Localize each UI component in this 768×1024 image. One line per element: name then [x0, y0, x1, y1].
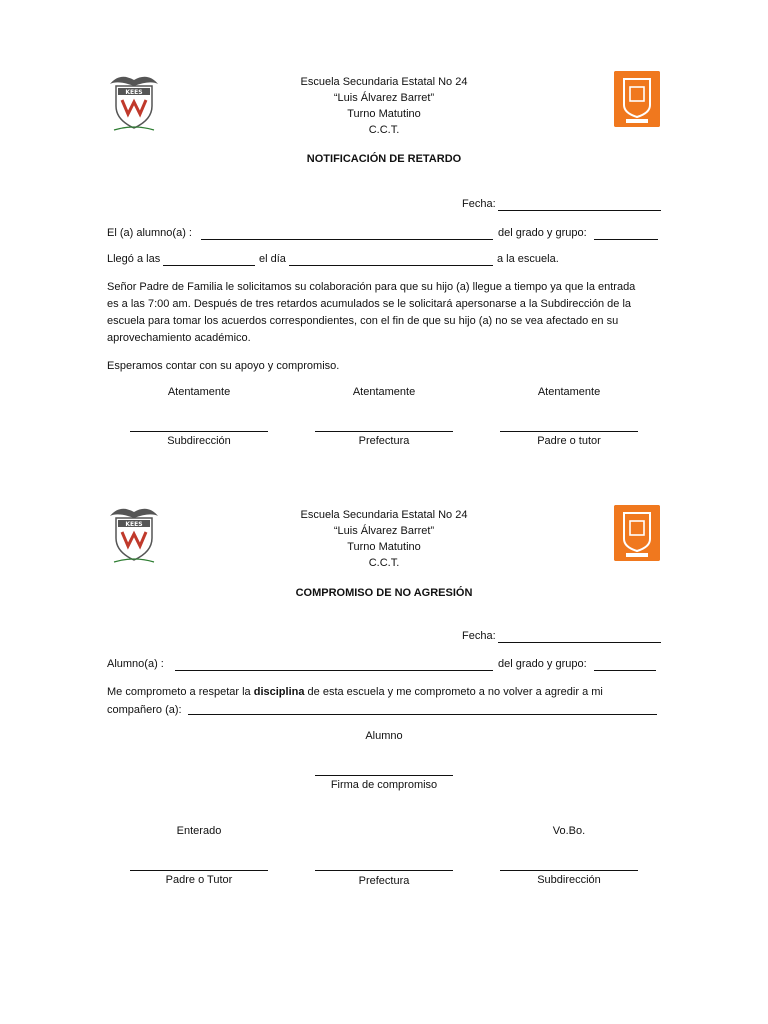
svg-text:KEES: KEES [125, 89, 143, 96]
form2-fecha-label: Fecha: [462, 630, 496, 642]
form1-sign1-top: Atentamente [167, 386, 231, 398]
svg-text:KEES: KEES [125, 521, 143, 528]
form2-sign3-line[interactable] [500, 870, 638, 871]
institution-orange-logo [614, 505, 660, 561]
form1-grado-field[interactable] [594, 239, 658, 240]
form1-escuela-label: a la escuela. [497, 253, 559, 265]
form1-sign1-line[interactable] [130, 431, 268, 432]
form1-alumno-label: El (a) alumno(a) : [107, 227, 192, 239]
form1-paragraph-line2: es a las 7:00 am. Después de tres retardos acumulados se le solicitará apersonarse a la Subdirección de la [107, 298, 632, 310]
school-crest-logo [106, 502, 162, 566]
form1-llego-label: Llegó a las [107, 253, 161, 265]
form2-companero-field[interactable] [188, 714, 657, 715]
form2-compromiso-post: de esta escuela y me comprometo a no volver a agredir a mi [307, 686, 603, 698]
form2-vobo: Vo.Bo. [552, 825, 586, 837]
form1-sign2-line[interactable] [315, 431, 453, 432]
school-crest-logo [106, 70, 162, 134]
form2-sign1-line[interactable] [130, 870, 268, 871]
form1-sign3-bottom: Padre o tutor [537, 435, 601, 447]
school-shift: Turno Matutino [347, 108, 421, 120]
school-honoree: “Luis Álvarez Barret” [333, 525, 435, 537]
form1-paragraph-line4: aprovechamiento académico. [107, 332, 251, 344]
form1-fecha-field[interactable] [498, 210, 661, 211]
form1-sign2-top: Atentamente [352, 386, 416, 398]
form2-fecha-field[interactable] [498, 642, 661, 643]
form1-grado-label: del grado y grupo: [498, 227, 587, 239]
form1-paragraph-line3: escuela para tomar los acuerdos correspondientes, con el fin de que su hijo (a) no se vea afectado en su [107, 315, 619, 327]
form1-title: NOTIFICACIÓN DE RETARDO [306, 153, 462, 165]
school-cct: C.C.T. [368, 557, 400, 569]
form2-compromiso-bold: disciplina [253, 686, 305, 698]
form2-enterado: Enterado [176, 825, 222, 837]
school-name: Escuela Secundaria Estatal No 24 [300, 509, 468, 521]
form2-alumno-sign-line[interactable] [315, 775, 453, 776]
form2-sign1-bottom: Padre o Tutor [165, 874, 233, 886]
form1-dia-label: el día [259, 253, 286, 265]
form1-paragraph-line1: Señor Padre de Familia le solicitamos su colaboración para que su hijo (a) llegue a tiempo ya que la entrada [107, 281, 636, 293]
form1-sign3-top: Atentamente [537, 386, 601, 398]
form1-hora-field[interactable] [163, 265, 255, 266]
form1-fecha-label: Fecha: [462, 198, 496, 210]
form2-sign2-line[interactable] [315, 870, 453, 871]
form1-esperamos: Esperamos contar con su apoyo y compromiso. [107, 360, 340, 372]
form2-grado-field[interactable] [594, 670, 656, 671]
institution-orange-logo [614, 71, 660, 127]
form2-title: COMPROMISO DE NO AGRESIÓN [295, 587, 473, 599]
form2-sign2-bottom: Prefectura [358, 875, 410, 887]
form1-dia-field[interactable] [289, 265, 493, 266]
form1-alumno-field[interactable] [201, 239, 493, 240]
school-cct: C.C.T. [368, 124, 400, 136]
form1-sign2-bottom: Prefectura [358, 435, 410, 447]
school-shift: Turno Matutino [347, 541, 421, 553]
form2-alumno-sign-top: Alumno [365, 730, 403, 742]
form2-compromiso-line [107, 683, 603, 701]
form1-sign3-line[interactable] [500, 431, 638, 432]
form2-grado-label: del grado y grupo: [498, 658, 587, 670]
school-honoree: “Luis Álvarez Barret” [333, 92, 435, 104]
form2-alumno-sign-bottom: Firma de compromiso [330, 779, 438, 791]
form2-companero-label: compañero (a): [107, 704, 182, 716]
form2-sign3-bottom: Subdirección [537, 874, 601, 886]
form2-alumno-label: Alumno(a) : [107, 658, 164, 670]
school-name: Escuela Secundaria Estatal No 24 [300, 76, 468, 88]
form1-sign1-bottom: Subdirección [167, 435, 231, 447]
form2-alumno-field[interactable] [175, 670, 493, 671]
form2-compromiso-pre: Me comprometo a respetar la [107, 686, 251, 698]
